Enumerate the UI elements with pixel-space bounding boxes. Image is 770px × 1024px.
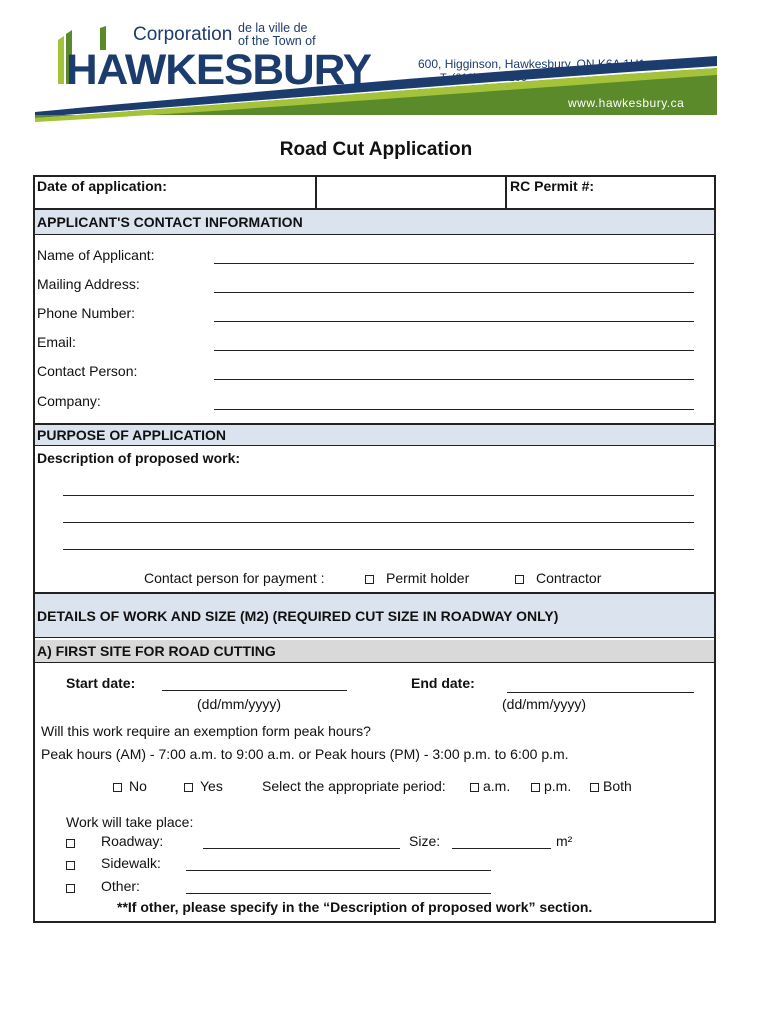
name-of-applicant-field[interactable] [214,263,694,264]
company-label: Company: [37,393,101,409]
payment-label: Contact person for payment : [144,570,325,586]
phone-number-field[interactable] [214,321,694,322]
both-checkbox[interactable] [590,783,599,792]
start-date-format: (dd/mm/yyyy) [197,696,281,712]
peak-hours-text: Peak hours (AM) - 7:00 a.m. to 9:00 a.m. or Peak hours (PM) - 3:00 p.m. to 6:00 p.m. [41,746,569,762]
work-place-label: Work will take place: [66,814,194,830]
sidewalk-label: Sidewalk: [101,855,161,871]
rc-permit-field[interactable] [600,176,714,208]
roadway-field[interactable] [203,848,400,849]
date-of-application-label: Date of application: [37,178,167,194]
other-footnote: **If other, please specify in the “Description of proposed work” section. [117,899,593,915]
town-website: www.hawkesbury.ca [568,96,685,110]
roadway-checkbox[interactable] [66,839,75,848]
yes-checkbox[interactable] [184,783,193,792]
permit-holder-label: Permit holder [386,570,470,586]
am-checkbox[interactable] [470,783,479,792]
size-unit: m² [556,833,573,849]
other-checkbox[interactable] [66,884,75,893]
email-field[interactable] [214,350,694,351]
period-label: Select the appropriate period: [262,778,446,794]
description-line-1[interactable] [63,495,694,496]
contact-section-header: APPLICANT'S CONTACT INFORMATION [35,210,714,235]
yes-label: Yes [200,778,223,794]
mailing-address-field[interactable] [214,292,694,293]
form-title: Road Cut Application [279,139,473,160]
sidewalk-checkbox[interactable] [66,861,75,870]
start-date-label: Start date: [66,675,136,691]
no-label: No [129,778,147,794]
permit-divider [505,175,507,209]
start-date-field[interactable] [162,690,347,691]
contractor-label: Contractor [536,570,602,586]
pm-checkbox[interactable] [531,783,540,792]
rc-permit-label: RC Permit #: [510,178,595,194]
size-label: Size: [409,833,441,849]
both-label: Both [603,778,632,794]
permit-holder-checkbox[interactable] [365,575,374,584]
end-date-field[interactable] [507,692,694,693]
other-field[interactable] [186,893,491,894]
details-section-header: DETAILS OF WORK AND SIZE (M2) (REQUIRED CUT SIZE IN ROADWAY ONLY) [35,594,714,638]
size-field[interactable] [452,848,551,849]
name-of-applicant-label: Name of Applicant: [37,247,155,263]
description-line-2[interactable] [63,522,694,523]
mailing-address-label: Mailing Address: [37,276,140,292]
end-date-format: (dd/mm/yyyy) [502,696,586,712]
company-field[interactable] [214,409,694,410]
roadway-label: Roadway: [101,833,164,849]
email-label: Email: [37,334,76,350]
contact-person-label: Contact Person: [37,363,138,379]
logo-ville-line1: de la ville de [238,21,308,35]
other-label: Other: [101,878,140,894]
logo-ville-text [238,22,316,48]
logo-ville-line2: of the Town of [238,34,316,48]
town-address: 600, Higginson, Hawkesbury, ON K6A 1H1 [418,57,646,71]
purpose-section-header: PURPOSE OF APPLICATION [35,425,714,446]
sidewalk-field[interactable] [186,870,491,871]
pm-label: p.m. [544,778,572,794]
town-phone: T. (613) 632-0106 [440,72,527,84]
contact-person-field[interactable] [214,379,694,380]
description-label: Description of proposed work: [37,450,241,466]
contractor-checkbox[interactable] [515,575,524,584]
exemption-question: Will this work require an exemption form peak hours? [41,723,371,739]
am-label: a.m. [483,778,511,794]
logo-town-name: HAWKESBURY [66,46,371,94]
end-date-label: End date: [411,675,475,691]
logo-corporation-text: Corporation [133,24,233,45]
no-checkbox[interactable] [113,783,122,792]
phone-number-label: Phone Number: [37,305,136,321]
description-line-3[interactable] [63,549,694,550]
first-site-section-header: A) FIRST SITE FOR ROAD CUTTING [35,640,714,663]
